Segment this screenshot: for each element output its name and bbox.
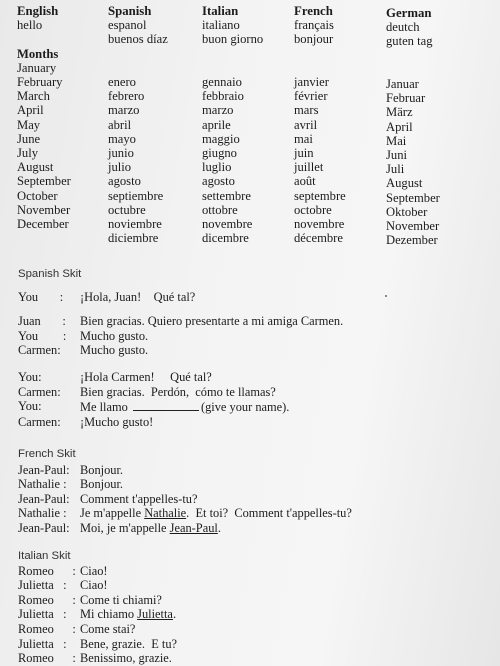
line-text: Mi chiamo Julietta.: [80, 607, 177, 622]
month-cell: April: [386, 119, 413, 134]
line-text: Moi, je m'appelle Jean-Paul.: [80, 520, 221, 535]
name-blank: [133, 399, 199, 411]
line-text: Comment t'appelles-tu?: [80, 491, 198, 506]
dialogue-line: [18, 651, 177, 666]
line-text: Come stai?: [80, 621, 136, 636]
speaker: Romeo :: [18, 621, 76, 636]
dialogue-line: [18, 415, 343, 430]
month-cell: juillet: [294, 160, 324, 175]
month-cell: enero: [108, 75, 136, 90]
month-cell: août: [294, 174, 316, 189]
line-text: ¡Hola Carmen! Qué tal?: [80, 369, 212, 384]
hello-word: bonjour: [294, 32, 334, 47]
speaker: Romeo :: [18, 563, 76, 578]
month-cell: dicembre: [202, 231, 249, 246]
stray-mark: [385, 295, 387, 297]
skit-title: French Skit: [18, 448, 76, 460]
month-cell: July: [17, 146, 38, 161]
month-cell: giugno: [202, 146, 237, 161]
month-cell: agosto: [108, 174, 141, 189]
hello-word: guten tag: [386, 34, 433, 49]
column-subheader: français: [294, 18, 334, 33]
dialogue-line: [18, 463, 352, 478]
month-cell: mayo: [108, 131, 136, 146]
line-text: Benissimo, grazie.: [80, 651, 172, 666]
underlined-name: Julietta: [137, 607, 173, 622]
line-text: ¡Mucho gusto!: [80, 414, 154, 429]
month-cell: marzo: [108, 103, 140, 118]
dialogue-line: [18, 343, 343, 358]
speaker: Romeo :: [18, 651, 76, 666]
line-text: Ciao!: [80, 578, 108, 593]
month-cell: Dezember: [386, 233, 438, 248]
month-cell: abril: [108, 117, 132, 132]
speaker: Julietta :: [18, 607, 67, 622]
month-cell: junio: [108, 146, 134, 161]
month-cell: Oktober: [386, 204, 428, 219]
month-cell: mars: [294, 103, 319, 118]
month-cell: septiembre: [108, 188, 164, 203]
line-text: Mucho gusto.: [80, 328, 149, 343]
month-cell: May: [17, 117, 41, 132]
speaker: Carmen:: [18, 343, 61, 358]
month-cell: janvier: [294, 75, 329, 90]
dialogue-line: [18, 314, 343, 329]
dialogue-line: [18, 506, 352, 521]
column-english: [17, 4, 71, 231]
month-cell: juin: [294, 146, 314, 161]
month-cell: février: [294, 89, 328, 104]
line-text: ¡Hola, Juan! Qué tal?: [80, 289, 196, 304]
skit-title: Italian Skit: [18, 550, 71, 562]
dialogue-line: [18, 578, 177, 593]
dialogue-line: [18, 399, 343, 415]
month-cell: October: [17, 188, 58, 203]
spanish-skit: [18, 267, 343, 429]
speaker: Jean-Paul:: [18, 462, 70, 477]
dialogue-line: [18, 290, 343, 305]
month-cell: Februar: [386, 91, 426, 106]
month-cell: August: [386, 176, 423, 191]
month-cell: April: [17, 103, 44, 118]
column-header: Spanish: [108, 4, 152, 18]
hello-word: hello: [17, 18, 43, 33]
month-cell: Juni: [386, 148, 407, 163]
speaker: You :: [18, 289, 64, 304]
dialogue-line: [18, 564, 177, 579]
dialogue-line: [18, 329, 343, 344]
month-cell: August: [17, 160, 54, 175]
month-cell: September: [17, 174, 71, 189]
skit-title: Spanish Skit: [18, 268, 82, 280]
dialogue-line: [18, 622, 177, 637]
months-heading: Months: [17, 46, 59, 61]
month-cell: June: [17, 131, 41, 146]
speaker: Carmen:: [18, 384, 61, 399]
speaker: Jean-Paul:: [18, 520, 70, 535]
speaker: Romeo :: [18, 592, 76, 607]
month-cell: Januar: [386, 77, 419, 92]
underlined-name: Nathalie: [144, 506, 187, 521]
line-text: Me llamo (give your name).: [80, 400, 290, 415]
dialogue-line: [18, 492, 352, 507]
month-cell: mai: [294, 131, 313, 146]
speaker: Jean-Paul:: [18, 491, 70, 506]
month-cell: aprile: [202, 117, 231, 132]
month-cell: maggio: [202, 131, 240, 146]
line-text: Ciao!: [80, 563, 108, 578]
month-cell: Juli: [386, 162, 405, 177]
month-cell: November: [386, 219, 440, 234]
month-cell: gennaio: [202, 75, 242, 90]
dialogue-line: [18, 607, 177, 622]
month-cell: octubre: [108, 202, 146, 217]
month-cell: décembre: [294, 231, 343, 246]
month-cell: März: [386, 105, 413, 120]
column-header: English: [17, 4, 59, 18]
french-skit: [18, 447, 352, 536]
month-cell: settembre: [202, 188, 251, 203]
column-subheader: italiano: [202, 18, 240, 33]
month-cell: octobre: [294, 202, 332, 217]
speaker: Julietta :: [18, 578, 67, 593]
speaker: Nathalie :: [18, 506, 67, 521]
dialogue-line: [18, 370, 343, 385]
month-cell: avril: [294, 117, 318, 132]
month-cell: March: [17, 89, 50, 104]
dialogue-line: [18, 637, 177, 652]
column-subheader: espanol: [108, 18, 147, 33]
italian-skit: [18, 549, 177, 666]
line-text: Bene, grazie. E tu?: [80, 636, 178, 651]
line-text: Bonjour.: [80, 462, 124, 477]
month-cell: September: [386, 190, 440, 205]
line-text: Come ti chiami?: [80, 592, 162, 607]
line-text: Bien gracias. Perdón, cómo te llamas?: [80, 384, 276, 399]
month-cell: noviembre: [108, 217, 162, 232]
column-header: German: [386, 6, 432, 20]
month-cell: diciembre: [108, 231, 159, 246]
month-cell: novembre: [202, 217, 253, 232]
column-header: Italian: [202, 4, 239, 18]
hello-word: buenos díaz: [108, 32, 168, 47]
month-cell: agosto: [202, 174, 235, 189]
line-text: Bonjour.: [80, 477, 124, 492]
month-cell: luglio: [202, 160, 232, 175]
column-spanish: [108, 4, 168, 245]
speaker: You:: [18, 369, 42, 384]
dialogue-line: [18, 593, 177, 608]
column-header: French: [294, 4, 333, 18]
month-cell: ottobre: [202, 202, 238, 217]
speaker: Nathalie :: [18, 477, 67, 492]
month-cell: December: [17, 217, 69, 232]
dialogue-line: [18, 521, 352, 536]
speaker: Carmen:: [18, 414, 61, 429]
line-text: Bien gracias. Quiero presentarte a mi amiga Carmen.: [80, 314, 344, 329]
month-cell: febrero: [108, 89, 145, 104]
speaker: Julietta :: [18, 636, 67, 651]
speaker: Juan :: [18, 314, 66, 329]
hello-word: buon giorno: [202, 32, 264, 47]
speaker: You:: [18, 399, 42, 414]
month-cell: Mai: [386, 133, 407, 148]
line-text: Je m'appelle Nathalie. Et toi? Comment t'appelles-tu?: [80, 506, 352, 521]
column-french: [294, 4, 346, 245]
month-cell: January: [17, 60, 57, 75]
column-subheader: deutch: [386, 20, 420, 35]
column-german: [386, 6, 440, 247]
month-cell: septembre: [294, 188, 346, 203]
speaker: You :: [18, 328, 67, 343]
line-text: Mucho gusto.: [80, 343, 149, 358]
month-cell: novembre: [294, 217, 345, 232]
month-cell: julio: [108, 160, 132, 175]
dialogue-line: [18, 385, 343, 400]
underlined-name: Jean-Paul: [169, 520, 218, 535]
month-cell: febbraio: [202, 89, 244, 104]
month-cell: November: [17, 202, 71, 217]
month-cell: February: [17, 75, 63, 90]
dialogue-line: [18, 477, 352, 492]
month-cell: marzo: [202, 103, 234, 118]
column-italian: [202, 4, 263, 245]
